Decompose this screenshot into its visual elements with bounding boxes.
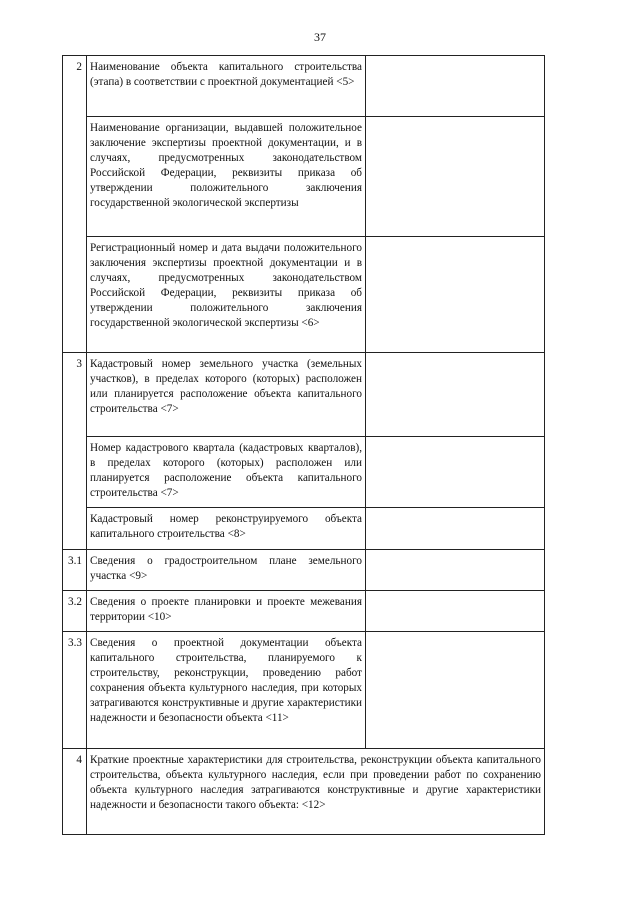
- table-row: [63, 508, 545, 550]
- row-number: 2: [63, 56, 87, 117]
- row-value-cell[interactable]: [366, 591, 545, 632]
- table-row: [63, 749, 545, 835]
- table-row: [63, 437, 545, 508]
- row-description: Кадастровый номер земельного участка (земельных участков), в пределах которого (которых) расположен или планируется расположение объекта капитального строительства <7>: [87, 353, 366, 437]
- row-number: 3.3: [63, 632, 87, 749]
- row-description: Регистрационный номер и дата выдачи положительного заключения экспертизы проектной документации и в случаях, предусмотренных законодательством Российской Федерации, реквизиты приказа об утверждении положительного заключения государственной экологической экспертизы <6>: [87, 237, 366, 353]
- row-value-cell[interactable]: [366, 550, 545, 591]
- row-number: [63, 117, 87, 237]
- row-description: Наименование объекта капитального строительства (этапа) в соответствии с проектной документацией <5>: [87, 56, 366, 117]
- row-description: Номер кадастрового квартала (кадастровых кварталов), в пределах которого (которых) расположен или планируется расположение объекта капитального строительства <7>: [87, 437, 366, 508]
- row-description: Сведения о проектной документации объекта капитального строительства, планируемого к строительству, реконструкции, проведению работ сохранения объекта культурного наследия, при которых затрагиваются конструктивные и другие характеристики надежности и безопасности объекта <11>: [87, 632, 366, 749]
- page-number: 37: [314, 30, 326, 44]
- row-value-cell[interactable]: [366, 508, 545, 550]
- row-description: Сведения о градостроительном плане земельного участка <9>: [87, 550, 366, 591]
- row-number: [63, 508, 87, 550]
- row-value-cell[interactable]: [366, 353, 545, 437]
- table-row: [63, 591, 545, 632]
- table-row: [63, 237, 545, 353]
- table-row: [63, 56, 545, 117]
- table-row: [63, 117, 545, 237]
- table-row: [63, 632, 545, 749]
- row-value-cell[interactable]: [366, 237, 545, 353]
- row-number: 3: [63, 353, 87, 437]
- row-number: [63, 437, 87, 508]
- row-number: 3.2: [63, 591, 87, 632]
- row-number: 3.1: [63, 550, 87, 591]
- row-description: Краткие проектные характеристики для строительства, реконструкции объекта капитального строительства, объекта культурного наследия, если при проведении работ по сохранению объекта культурного наследия затрагиваются конструктивные и другие характеристики надежности и безопасности такого объекта: <12>: [87, 749, 545, 835]
- row-description: Сведения о проекте планировки и проекте межевания территории <10>: [87, 591, 366, 632]
- row-description: Кадастровый номер реконструируемого объекта капитального строительства <8>: [87, 508, 366, 550]
- row-number: [63, 237, 87, 353]
- table-row: [63, 550, 545, 591]
- form-table: [62, 55, 545, 835]
- row-description: Наименование организации, выдавшей положительное заключение экспертизы проектной документации, и в случаях, предусмотренных законодательством Российской Федерации, реквизиты приказа об утверждении положительного заключения государственной экологической экспертизы: [87, 117, 366, 237]
- row-value-cell[interactable]: [366, 56, 545, 117]
- row-value-cell[interactable]: [366, 632, 545, 749]
- table-row: [63, 353, 545, 437]
- row-number: 4: [63, 749, 87, 835]
- row-value-cell[interactable]: [366, 117, 545, 237]
- row-value-cell[interactable]: [366, 437, 545, 508]
